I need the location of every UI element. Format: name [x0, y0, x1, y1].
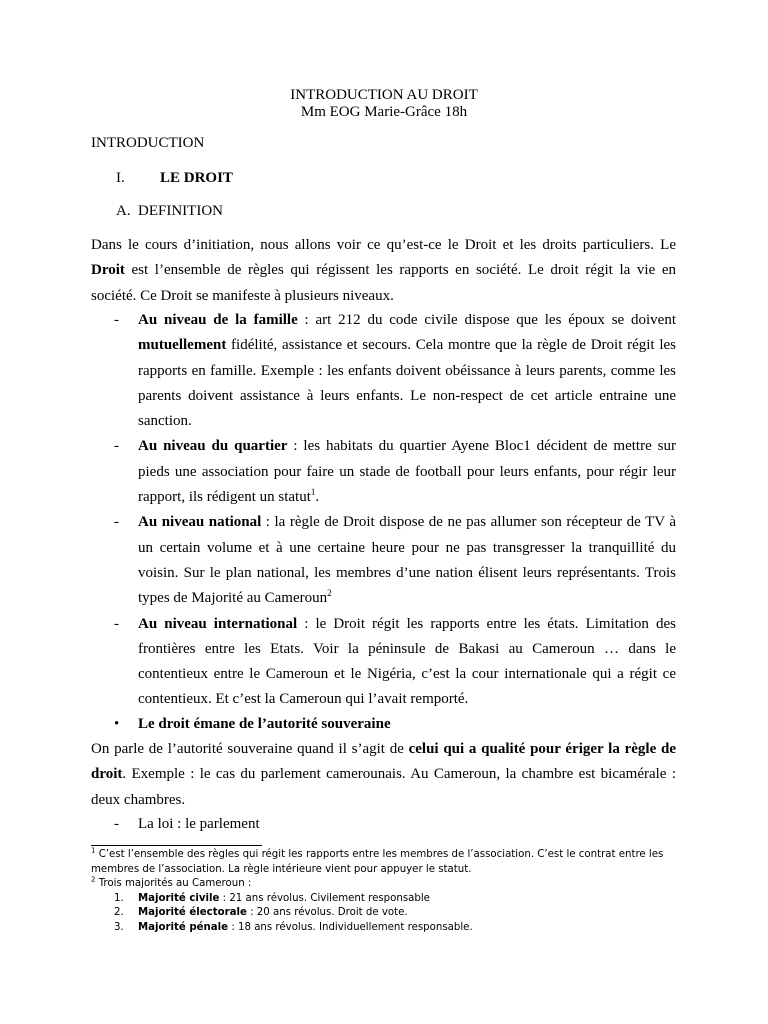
list-item-family — [91, 308, 676, 434]
levels-list — [91, 308, 676, 713]
list-item-text: : les habitats du quartier Ayene Bloc1 décident de mettre sur pieds une association pour faire un stade de football pour leurs enfants, pour régir leur rapport, ils rédigent un statut — [138, 438, 676, 506]
paragraph-text: Dans le cours d’initiation, nous allons voir ce qu’est-ce le Droit et les droits particuliers. Le — [91, 237, 676, 253]
list-item-text: : art 212 du code civile dispose que les époux se doivent — [297, 312, 676, 328]
majority-list — [91, 892, 676, 936]
section-number: I. — [116, 170, 125, 186]
list-number: 2. — [114, 907, 124, 919]
list-item-neighborhood — [91, 434, 676, 510]
list-item-bold: Majorité pénale — [138, 921, 229, 933]
footnote-separator — [91, 845, 262, 846]
section-title: LE DROIT — [160, 170, 233, 186]
subsection-title: DEFINITION — [138, 203, 223, 219]
document-subtitle: Mm EOG Marie-Grâce 18h — [300, 104, 468, 120]
footnote-ref[interactable]: 2 — [327, 588, 332, 599]
dash-marker: - — [114, 312, 119, 328]
subsection-number: A. — [116, 203, 131, 219]
paragraph-text: . Exemple : le cas du parlement camerounais. Au Cameroun, la chambre est bicamérale : deux chambres. — [91, 766, 676, 808]
list-item-text: : 21 ans révolus. Civilement responsable — [219, 892, 430, 904]
dash-marker: - — [114, 438, 119, 455]
bullet-text: Le droit émane de l’autorité souveraine — [138, 716, 391, 732]
list-item-bold: mutuellement — [138, 337, 227, 354]
bullet-icon: • — [114, 716, 120, 732]
list-item-national — [91, 510, 676, 611]
list-item — [91, 921, 676, 936]
footnote-1 — [91, 848, 676, 877]
footnote-number: 1 — [91, 846, 96, 855]
paragraph-bold: Droit — [91, 262, 125, 279]
list-item-text: fidélité, assistance et secours. Cela montre que la règle de Droit régit les rapports en famille. Exemple : les enfants doivent obéissance à leurs parents, comme les parents doivent assistance à leurs enfants. Le non-respect de cet article entraine une sanction. — [138, 337, 676, 430]
list-item-text: : 20 ans révolus. Droit de vote. — [246, 907, 408, 919]
list-item-bold: Majorité électorale — [138, 907, 247, 919]
list-item-text: : le Droit régit les rapports entre les états. Limitation des frontières entre les Etats. Voir la péninsule de Bakasi au Cameroun … dans le contentieux entre le Cameroun et le Nigéria, c’est la cour internationale qui a régit ce contentieux. Et c’est la Cameroun qui l’avait remporté. — [138, 615, 676, 708]
list-item-text: . — [315, 489, 320, 506]
list-item-lead: Au niveau de la famille — [138, 312, 298, 328]
list-item — [91, 892, 676, 907]
list-item-text: : 18 ans révolus. Individuellement responsable. — [228, 921, 473, 933]
document-title: INTRODUCTION AU DROIT — [290, 87, 478, 103]
list-item — [91, 906, 676, 921]
list-item-text: : la règle de Droit dispose de ne pas allumer son récepteur de TV à un certain volume et à une certaine heure pour ne pas transgresser la tranquillité du voisin. Sur le plan national, les membres d’une nation élisent leurs représentants. Trois types de Majorité au Cameroun — [138, 514, 677, 607]
footnote-2 — [91, 877, 676, 892]
list-number: 3. — [114, 921, 124, 933]
footnote-text: Trois majorités au Cameroun : — [95, 878, 252, 890]
footnote-text: C’est l’ensemble des règles qui régit les rapports entre les membres de l’association. C’est le contrat entre les membres de l’association. La règle intérieure vient pour appuyer le statut. — [91, 849, 664, 875]
footnotes — [91, 848, 676, 936]
list-item-lead: Au niveau international — [138, 615, 298, 632]
dash-marker: - — [114, 514, 119, 531]
dash-marker: - — [114, 816, 119, 832]
paragraph-text: On parle de l’autorité souveraine quand il s’agit de — [91, 741, 409, 757]
paragraph-bold: celui qui a qualité pour ériger la règle de droit — [91, 741, 676, 783]
paragraph-sovereign — [91, 737, 676, 813]
subsection-heading — [116, 203, 223, 220]
list-item-international — [91, 612, 676, 713]
section-heading — [116, 170, 233, 187]
paragraph-text: est l’ensemble de règles qui régissent les rapports en société. Le droit régit la vie en société. Ce Droit se manifeste à plusieurs niveaux. — [91, 262, 676, 304]
paragraph-definition — [91, 233, 676, 309]
law-item-text: La loi : le parlement — [138, 816, 260, 832]
footnote-ref[interactable]: 1 — [310, 487, 316, 498]
list-item-lead: Au niveau du quartier — [138, 438, 288, 455]
footnote-number: 2 — [91, 875, 96, 884]
list-item-lead: Au niveau national — [138, 514, 262, 531]
list-number: 1. — [114, 892, 124, 904]
dash-marker: - — [114, 615, 119, 632]
list-item-bold: Majorité civile — [138, 892, 220, 904]
intro-heading: INTRODUCTION — [91, 135, 205, 151]
